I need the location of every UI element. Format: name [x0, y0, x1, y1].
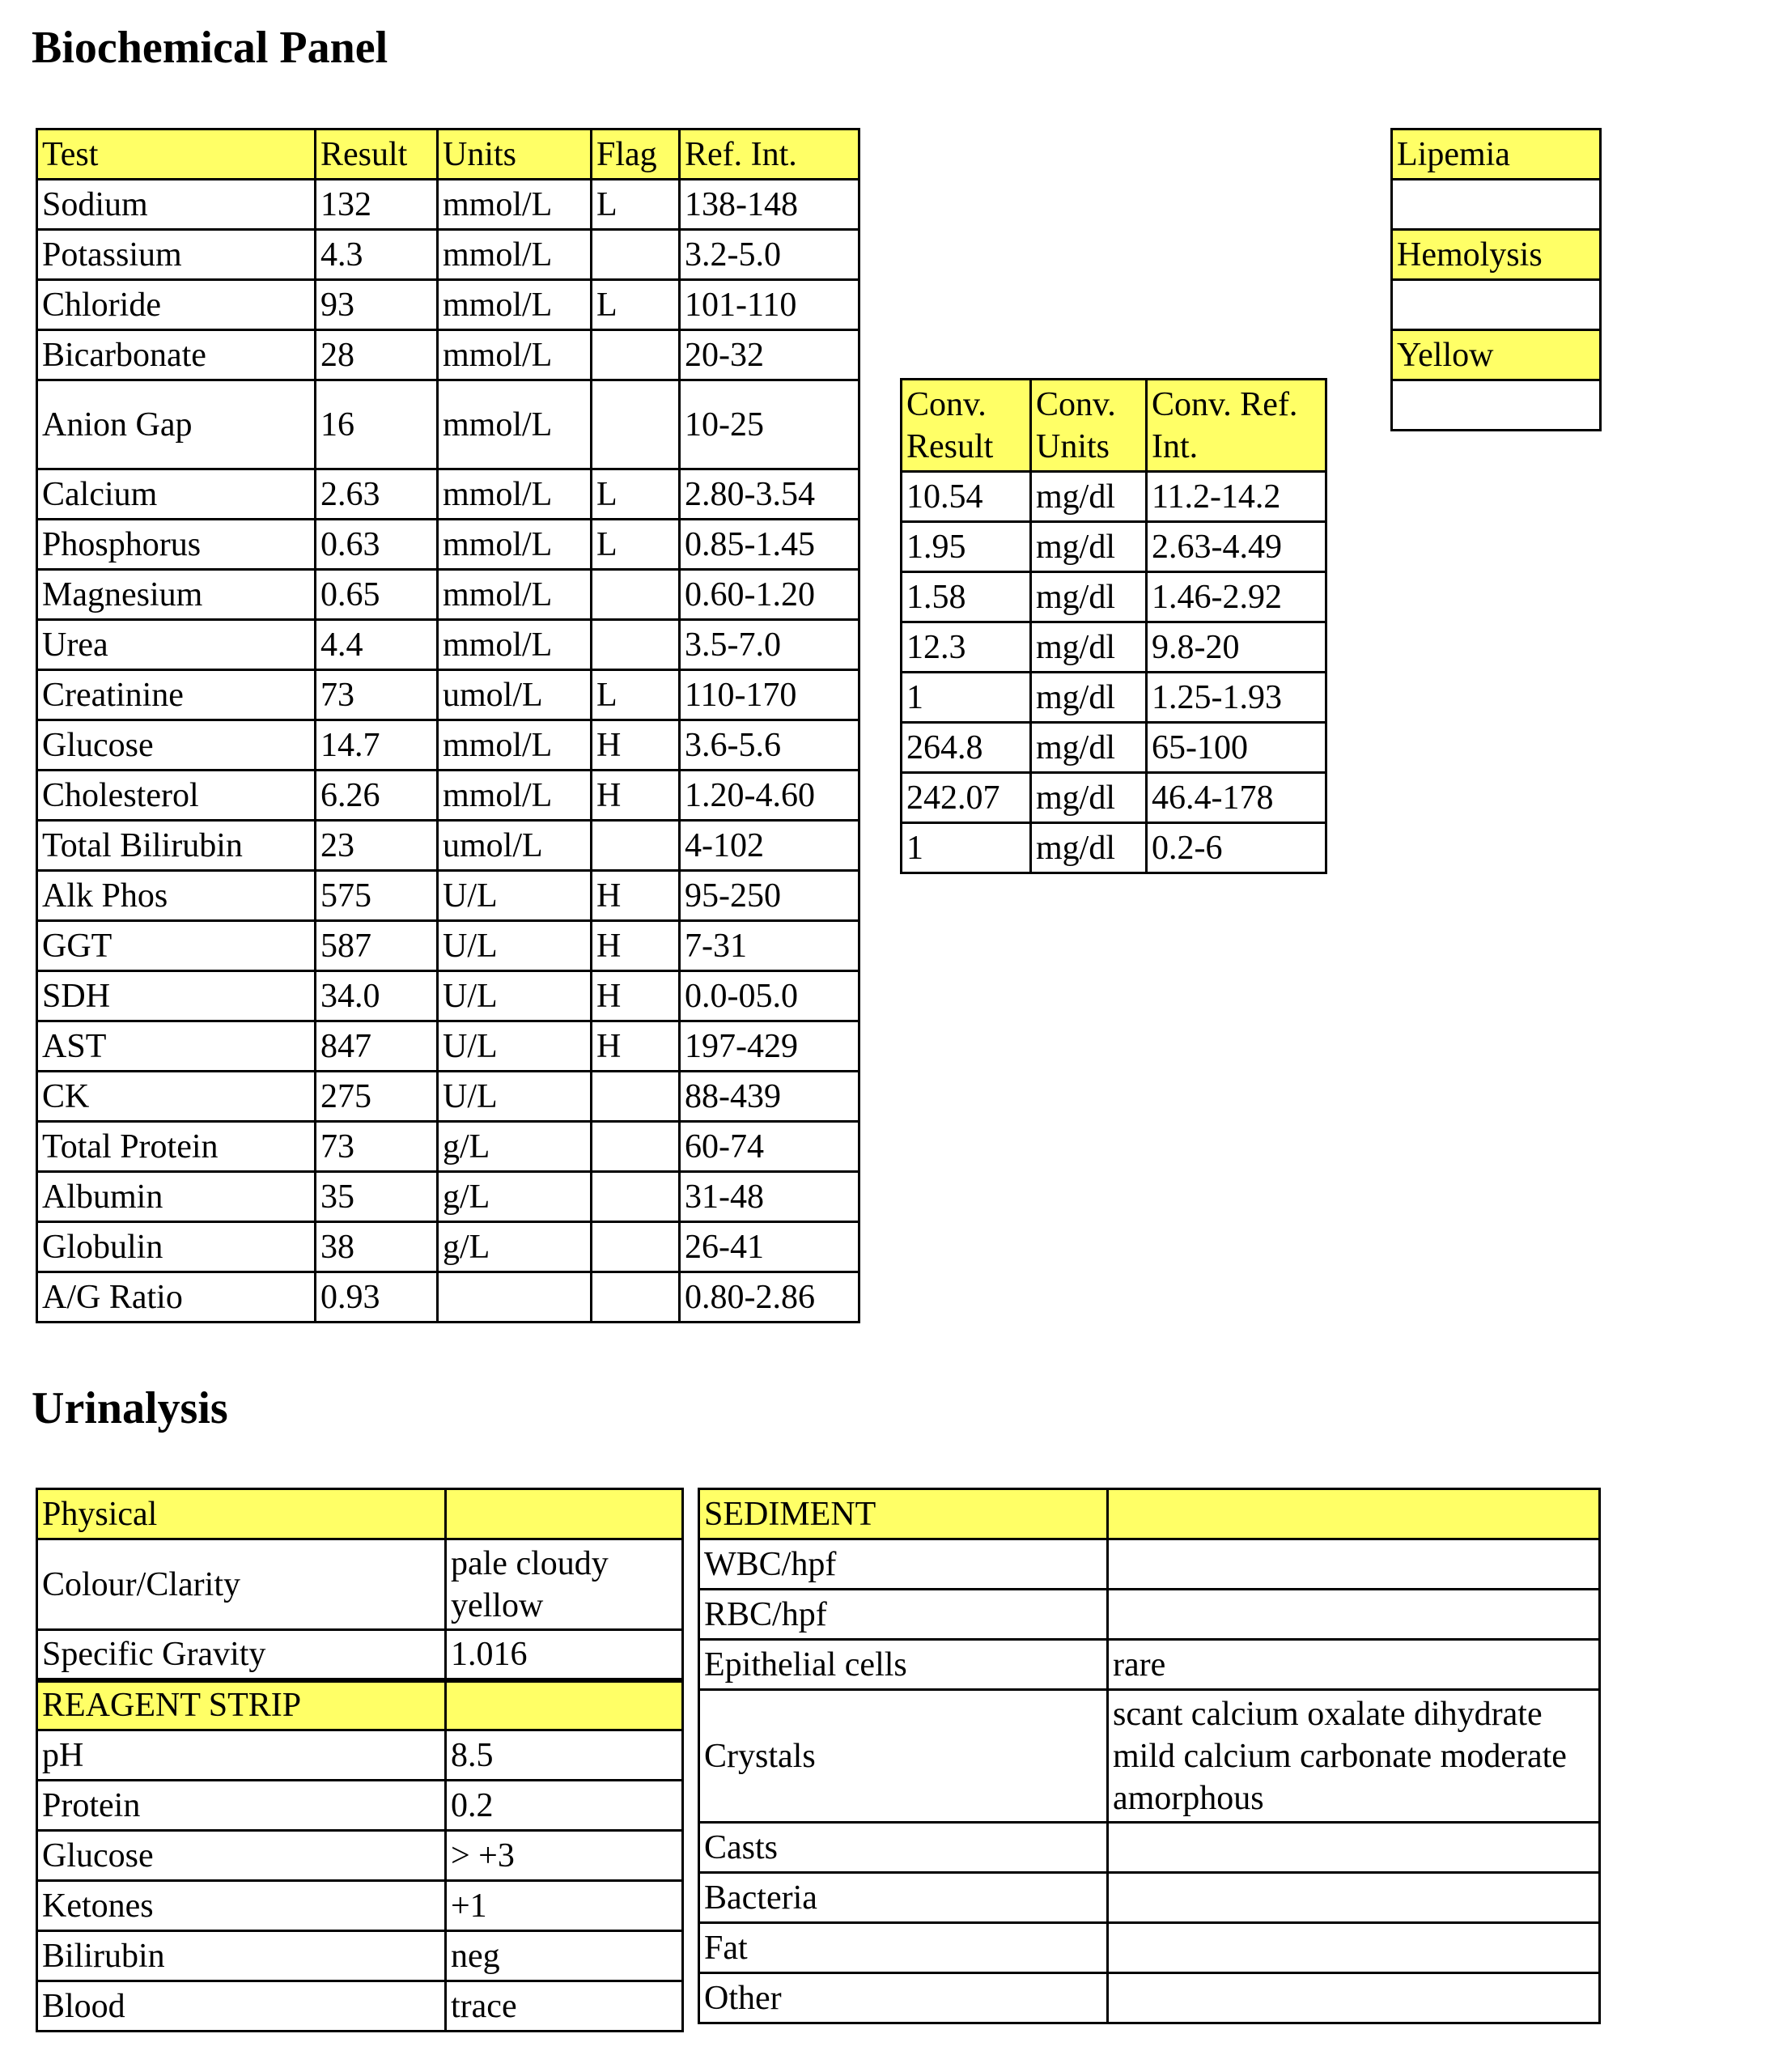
table-row	[1392, 380, 1601, 431]
table-row	[37, 230, 859, 280]
test-ref-int: 3.2-5.0	[680, 230, 859, 280]
conv-ref-int: 2.63-4.49	[1147, 522, 1326, 572]
table-header-row	[37, 1680, 683, 1730]
conv-result: 10.54	[902, 472, 1031, 522]
table-row	[902, 572, 1326, 622]
urinalysis-title: Urinalysis	[32, 1383, 228, 1433]
sample-indices-table	[1390, 128, 1602, 431]
test-units: mmol/L	[438, 469, 592, 520]
test-name: Anion Gap	[37, 380, 316, 469]
test-units: mmol/L	[438, 380, 592, 469]
sediment-label: Fat	[699, 1923, 1108, 1973]
conv-units: mg/dl	[1031, 622, 1147, 673]
sediment-header-blank	[1108, 1489, 1600, 1539]
conv-units: mg/dl	[1031, 823, 1147, 873]
reagent-strip-header-blank	[446, 1680, 683, 1730]
table-row	[37, 971, 859, 1021]
test-ref-int: 31-48	[680, 1172, 859, 1222]
test-flag: L	[592, 670, 680, 720]
reagent-label: Glucose	[37, 1831, 446, 1881]
hemolysis-label: Hemolysis	[1392, 230, 1601, 280]
test-result: 0.65	[316, 570, 438, 620]
sediment-label: Epithelial cells	[699, 1640, 1108, 1690]
test-flag	[592, 570, 680, 620]
test-result: 38	[316, 1222, 438, 1272]
header-flag: Flag	[592, 130, 680, 180]
conv-result: 12.3	[902, 622, 1031, 673]
reagent-label: Blood	[37, 1981, 446, 2032]
test-ref-int: 3.5-7.0	[680, 620, 859, 670]
test-flag	[592, 620, 680, 670]
test-units: mmol/L	[438, 280, 592, 330]
test-result: 28	[316, 330, 438, 380]
test-result: 2.63	[316, 469, 438, 520]
conv-result: 264.8	[902, 723, 1031, 773]
biochemical-table	[36, 128, 860, 1323]
table-row	[699, 1823, 1600, 1873]
table-row	[902, 673, 1326, 723]
test-name: Total Bilirubin	[37, 821, 316, 871]
table-row	[37, 570, 859, 620]
test-units: mmol/L	[438, 720, 592, 771]
table-row	[699, 1590, 1600, 1640]
physical-reagent-table	[36, 1488, 684, 2032]
test-name: Albumin	[37, 1172, 316, 1222]
conv-result: 1.95	[902, 522, 1031, 572]
test-units: g/L	[438, 1222, 592, 1272]
conv-ref-int: 11.2-14.2	[1147, 472, 1326, 522]
table-header-row	[37, 130, 859, 180]
reagent-value: > +3	[446, 1831, 683, 1881]
table-row	[37, 921, 859, 971]
table-header-row	[1392, 130, 1601, 180]
physical-value: 1.016	[446, 1630, 683, 1680]
test-ref-int: 0.0-05.0	[680, 971, 859, 1021]
table-header-row	[1392, 330, 1601, 380]
sediment-label: WBC/hpf	[699, 1539, 1108, 1590]
test-units: g/L	[438, 1122, 592, 1172]
test-ref-int: 101-110	[680, 280, 859, 330]
test-flag: L	[592, 180, 680, 230]
physical-header-blank	[446, 1489, 683, 1539]
table-row	[1392, 180, 1601, 230]
table-row	[37, 1881, 683, 1931]
test-units: mmol/L	[438, 620, 592, 670]
conv-ref-int: 0.2-6	[1147, 823, 1326, 873]
test-flag	[592, 380, 680, 469]
test-flag: H	[592, 871, 680, 921]
conv-units: mg/dl	[1031, 723, 1147, 773]
conv-result: 242.07	[902, 773, 1031, 823]
yellow-label: Yellow	[1392, 330, 1601, 380]
test-flag	[592, 1272, 680, 1323]
test-units: umol/L	[438, 670, 592, 720]
test-name: SDH	[37, 971, 316, 1021]
table-header-row	[902, 380, 1326, 472]
test-ref-int: 0.85-1.45	[680, 520, 859, 570]
reagent-value: 8.5	[446, 1730, 683, 1781]
physical-header: Physical	[37, 1489, 446, 1539]
table-row	[902, 522, 1326, 572]
test-name: Calcium	[37, 469, 316, 520]
table-row	[37, 520, 859, 570]
conv-result: 1	[902, 673, 1031, 723]
conversion-table	[900, 378, 1327, 874]
test-result: 0.93	[316, 1272, 438, 1323]
test-result: 0.63	[316, 520, 438, 570]
test-name: Creatinine	[37, 670, 316, 720]
test-result: 847	[316, 1021, 438, 1072]
reagent-label: Protein	[37, 1781, 446, 1831]
test-result: 73	[316, 670, 438, 720]
test-ref-int: 3.6-5.6	[680, 720, 859, 771]
test-result: 6.26	[316, 771, 438, 821]
table-row	[699, 1973, 1600, 2023]
physical-label: Colour/Clarity	[37, 1539, 446, 1630]
table-row	[37, 771, 859, 821]
table-row	[37, 330, 859, 380]
test-result: 73	[316, 1122, 438, 1172]
table-row	[37, 1831, 683, 1881]
sediment-value	[1108, 1590, 1600, 1640]
table-row	[37, 1021, 859, 1072]
table-row	[37, 1072, 859, 1122]
sediment-table	[698, 1488, 1601, 2024]
test-name: Urea	[37, 620, 316, 670]
table-header-row	[699, 1489, 1600, 1539]
table-row	[37, 1222, 859, 1272]
test-units: mmol/L	[438, 230, 592, 280]
table-row	[37, 180, 859, 230]
test-ref-int: 197-429	[680, 1021, 859, 1072]
reagent-value: +1	[446, 1881, 683, 1931]
conv-ref-int: 1.25-1.93	[1147, 673, 1326, 723]
test-flag: L	[592, 280, 680, 330]
test-ref-int: 95-250	[680, 871, 859, 921]
sediment-value: scant calcium oxalate dihydrate mild calcium carbonate moderate amorphous	[1108, 1690, 1600, 1823]
header-conv-ref-int: Conv. Ref. Int.	[1147, 380, 1326, 472]
test-name: CK	[37, 1072, 316, 1122]
test-flag	[592, 330, 680, 380]
test-flag	[592, 1072, 680, 1122]
table-row	[37, 1539, 683, 1630]
table-header-row	[1392, 230, 1601, 280]
table-row	[37, 1630, 683, 1680]
test-result: 34.0	[316, 971, 438, 1021]
test-name: Globulin	[37, 1222, 316, 1272]
test-ref-int: 1.20-4.60	[680, 771, 859, 821]
conv-ref-int: 9.8-20	[1147, 622, 1326, 673]
test-flag: L	[592, 520, 680, 570]
test-ref-int: 7-31	[680, 921, 859, 971]
table-row	[37, 280, 859, 330]
table-row	[1392, 280, 1601, 330]
table-row	[37, 1272, 859, 1323]
sediment-value	[1108, 1973, 1600, 2023]
lipemia-value	[1392, 180, 1601, 230]
conv-units: mg/dl	[1031, 572, 1147, 622]
header-result: Result	[316, 130, 438, 180]
sediment-label: Bacteria	[699, 1873, 1108, 1923]
test-flag: H	[592, 720, 680, 771]
sediment-value: rare	[1108, 1640, 1600, 1690]
test-name: Chloride	[37, 280, 316, 330]
test-result: 4.3	[316, 230, 438, 280]
test-units: mmol/L	[438, 520, 592, 570]
test-name: Total Protein	[37, 1122, 316, 1172]
test-ref-int: 60-74	[680, 1122, 859, 1172]
yellow-value	[1392, 380, 1601, 431]
test-units: mmol/L	[438, 570, 592, 620]
table-row	[37, 720, 859, 771]
header-conv-result: Conv. Result	[902, 380, 1031, 472]
header-ref-int: Ref. Int.	[680, 130, 859, 180]
sediment-value	[1108, 1823, 1600, 1873]
reagent-label: pH	[37, 1730, 446, 1781]
table-row	[37, 469, 859, 520]
test-result: 587	[316, 921, 438, 971]
test-result: 575	[316, 871, 438, 921]
test-result: 16	[316, 380, 438, 469]
test-flag: H	[592, 921, 680, 971]
lipemia-label: Lipemia	[1392, 130, 1601, 180]
table-row	[699, 1873, 1600, 1923]
test-flag	[592, 230, 680, 280]
test-name: Potassium	[37, 230, 316, 280]
test-result: 275	[316, 1072, 438, 1122]
test-ref-int: 4-102	[680, 821, 859, 871]
reagent-value: trace	[446, 1981, 683, 2032]
reagent-label: Bilirubin	[37, 1931, 446, 1981]
conv-ref-int: 46.4-178	[1147, 773, 1326, 823]
test-units: g/L	[438, 1172, 592, 1222]
test-result: 132	[316, 180, 438, 230]
test-ref-int: 88-439	[680, 1072, 859, 1122]
test-ref-int: 2.80-3.54	[680, 469, 859, 520]
table-row	[37, 1981, 683, 2032]
test-flag: H	[592, 771, 680, 821]
reagent-value: neg	[446, 1931, 683, 1981]
physical-value: pale cloudy yellow	[446, 1539, 683, 1630]
test-flag	[592, 1222, 680, 1272]
sediment-value	[1108, 1539, 1600, 1590]
conv-ref-int: 1.46-2.92	[1147, 572, 1326, 622]
test-units: mmol/L	[438, 330, 592, 380]
table-row	[902, 773, 1326, 823]
test-units	[438, 1272, 592, 1323]
hemolysis-value	[1392, 280, 1601, 330]
table-row	[37, 1730, 683, 1781]
table-row	[37, 380, 859, 469]
test-ref-int: 26-41	[680, 1222, 859, 1272]
conv-units: mg/dl	[1031, 472, 1147, 522]
test-ref-int: 20-32	[680, 330, 859, 380]
biochemical-panel-title: Biochemical Panel	[32, 23, 388, 73]
table-row	[37, 821, 859, 871]
test-name: Phosphorus	[37, 520, 316, 570]
sediment-label: RBC/hpf	[699, 1590, 1108, 1640]
test-units: U/L	[438, 1021, 592, 1072]
conv-units: mg/dl	[1031, 673, 1147, 723]
test-flag	[592, 1172, 680, 1222]
table-row	[699, 1539, 1600, 1590]
sediment-label: Other	[699, 1973, 1108, 2023]
test-result: 35	[316, 1172, 438, 1222]
table-row	[699, 1923, 1600, 1973]
conv-units: mg/dl	[1031, 522, 1147, 572]
table-row	[37, 871, 859, 921]
test-name: Sodium	[37, 180, 316, 230]
test-result: 4.4	[316, 620, 438, 670]
test-flag: L	[592, 469, 680, 520]
sediment-label: Casts	[699, 1823, 1108, 1873]
table-row	[902, 472, 1326, 522]
table-row	[902, 723, 1326, 773]
test-result: 23	[316, 821, 438, 871]
test-ref-int: 10-25	[680, 380, 859, 469]
test-name: Cholesterol	[37, 771, 316, 821]
conv-result: 1	[902, 823, 1031, 873]
sediment-value	[1108, 1873, 1600, 1923]
table-row	[37, 1931, 683, 1981]
test-name: AST	[37, 1021, 316, 1072]
test-ref-int: 0.60-1.20	[680, 570, 859, 620]
test-name: GGT	[37, 921, 316, 971]
reagent-strip-header: REAGENT STRIP	[37, 1680, 446, 1730]
test-ref-int: 0.80-2.86	[680, 1272, 859, 1323]
test-units: U/L	[438, 971, 592, 1021]
test-name: Alk Phos	[37, 871, 316, 921]
header-test: Test	[37, 130, 316, 180]
test-units: umol/L	[438, 821, 592, 871]
test-units: U/L	[438, 921, 592, 971]
reagent-label: Ketones	[37, 1881, 446, 1931]
test-flag	[592, 821, 680, 871]
table-row	[37, 620, 859, 670]
sediment-value	[1108, 1923, 1600, 1973]
test-ref-int: 138-148	[680, 180, 859, 230]
sediment-label: Crystals	[699, 1690, 1108, 1823]
test-flag	[592, 1122, 680, 1172]
test-name: Glucose	[37, 720, 316, 771]
test-name: Magnesium	[37, 570, 316, 620]
conv-units: mg/dl	[1031, 773, 1147, 823]
test-units: mmol/L	[438, 771, 592, 821]
reagent-value: 0.2	[446, 1781, 683, 1831]
header-conv-units: Conv. Units	[1031, 380, 1147, 472]
test-result: 14.7	[316, 720, 438, 771]
table-row	[37, 1781, 683, 1831]
physical-label: Specific Gravity	[37, 1630, 446, 1680]
test-flag: H	[592, 1021, 680, 1072]
test-name: A/G Ratio	[37, 1272, 316, 1323]
test-units: mmol/L	[438, 180, 592, 230]
sediment-header: SEDIMENT	[699, 1489, 1108, 1539]
test-flag: H	[592, 971, 680, 1021]
table-row	[902, 622, 1326, 673]
test-name: Bicarbonate	[37, 330, 316, 380]
conv-ref-int: 65-100	[1147, 723, 1326, 773]
table-row	[37, 1122, 859, 1172]
test-units: U/L	[438, 1072, 592, 1122]
test-result: 93	[316, 280, 438, 330]
test-units: U/L	[438, 871, 592, 921]
table-row	[699, 1640, 1600, 1690]
test-ref-int: 110-170	[680, 670, 859, 720]
table-header-row	[37, 1489, 683, 1539]
table-row	[902, 823, 1326, 873]
header-units: Units	[438, 130, 592, 180]
conv-result: 1.58	[902, 572, 1031, 622]
table-row	[37, 670, 859, 720]
table-row	[699, 1690, 1600, 1823]
table-row	[37, 1172, 859, 1222]
